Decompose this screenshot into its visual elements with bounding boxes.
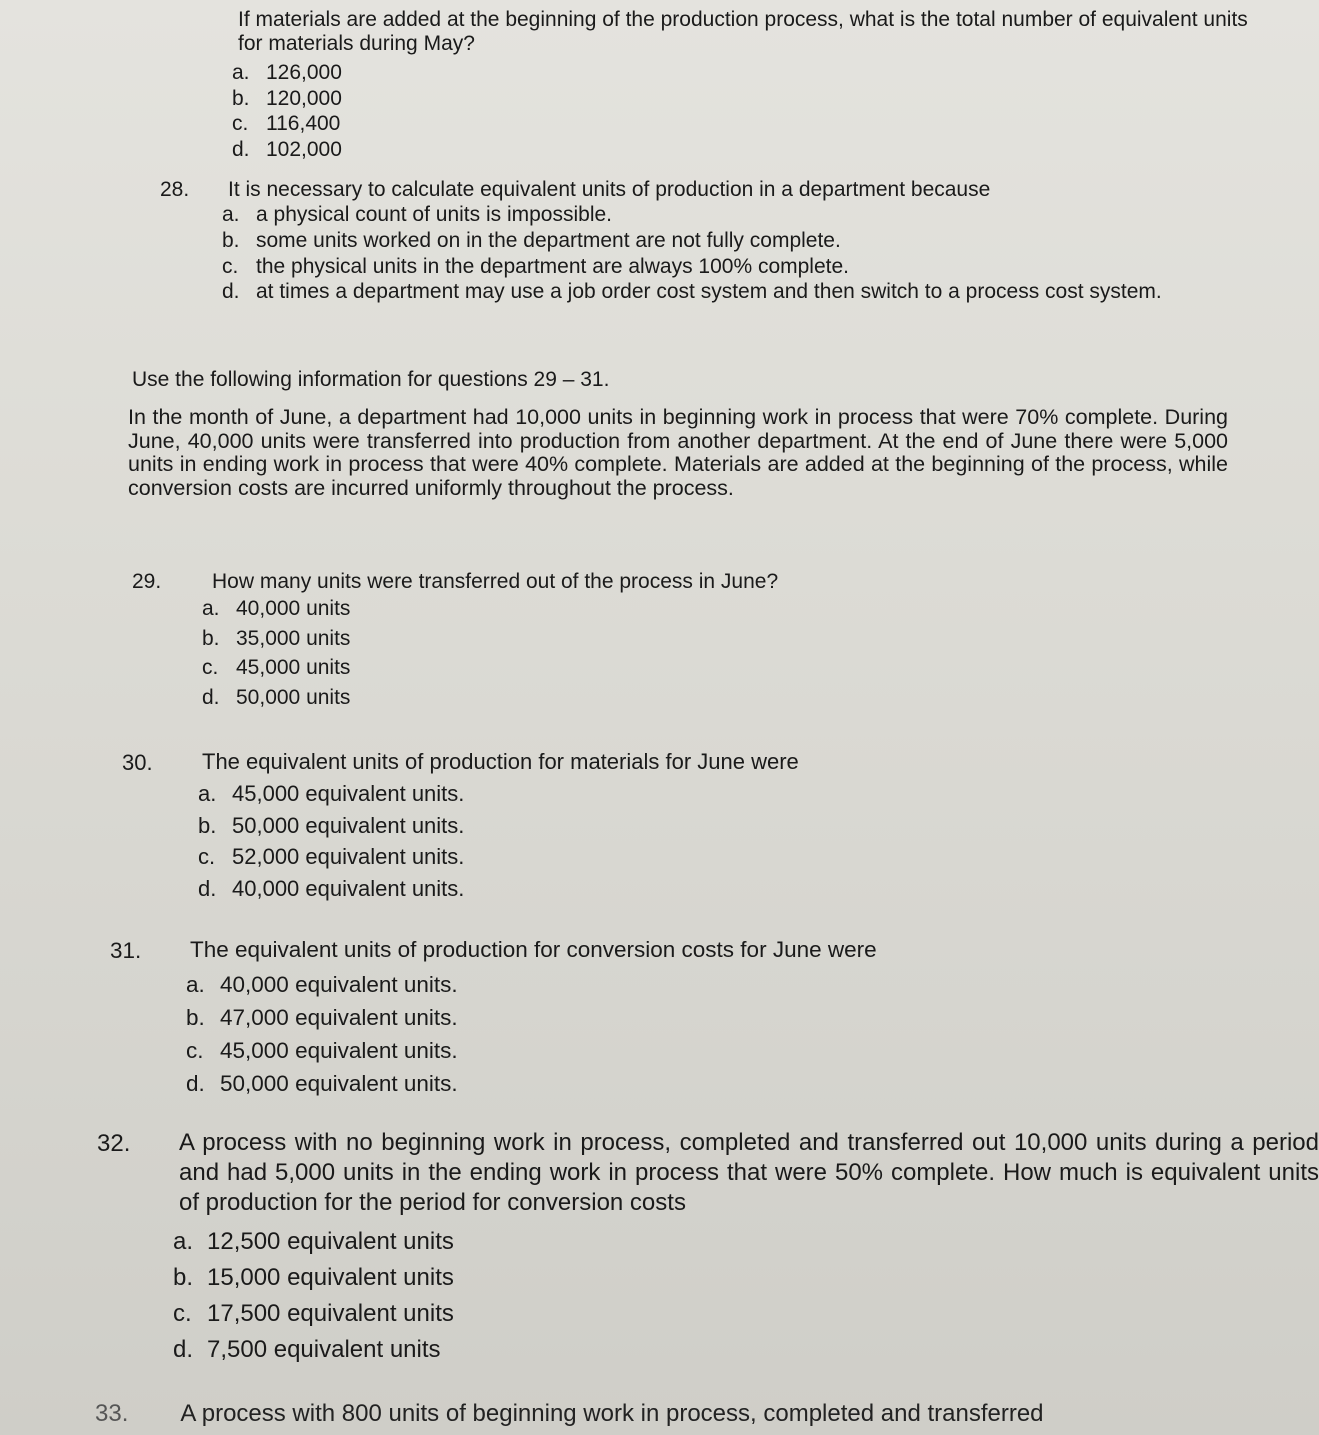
option-a: a. 40,000 units [202, 597, 351, 620]
question-text: If materials are added at the beginning of the production process, what is the total number of equivalent units for materials during May? [238, 8, 1248, 55]
question-number: 28. [160, 178, 190, 201]
option-b: b. 50,000 equivalent units. [198, 812, 465, 838]
question-32 [97, 1128, 1319, 1368]
question-text: The equivalent units of production for conversion costs for June were [190, 937, 877, 962]
info-heading: Use the following information for questions 29 – 31. [132, 368, 610, 391]
question-28 [160, 178, 1220, 304]
option-a: a. a physical count of units is impossible. [222, 203, 613, 226]
option-c: c. 17,500 equivalent units [173, 1300, 454, 1327]
question-text: It is necessary to calculate equivalent units of production in a department because [228, 178, 991, 201]
question-number: 30. [122, 750, 153, 775]
question-number: 29. [132, 570, 162, 593]
option-d: d. 102,000 [232, 137, 342, 161]
option-b: b. 15,000 equivalent units [173, 1264, 454, 1291]
question-number: 31. [110, 938, 142, 963]
question-number: 32. [97, 1130, 131, 1157]
option-b: b. 120,000 [232, 86, 342, 110]
option-b: b. 35,000 units [202, 626, 351, 650]
option-c: c. 45,000 equivalent units. [186, 1038, 458, 1063]
option-d: d. 50,000 equivalent units. [186, 1071, 458, 1096]
option-c: c. the physical units in the department are always 100% complete. [222, 255, 849, 278]
option-d: d. 50,000 units [202, 685, 351, 709]
option-c: c. 52,000 equivalent units. [198, 844, 465, 869]
option-c: c. 45,000 units [202, 656, 351, 679]
question-text: How many units were transferred out of the process in June? [212, 570, 779, 593]
option-d: d. 40,000 equivalent units. [198, 875, 465, 901]
option-a: a. 126,000 [232, 61, 342, 84]
option-d: d. at times a department may use a job order cost system and then switch to a process cost system. [222, 280, 1162, 303]
question-text: The equivalent units of production for materials for June were [202, 749, 799, 774]
option-b: b. 47,000 equivalent units. [186, 1005, 458, 1030]
option-b: b. some units worked on in the department are not fully complete. [222, 229, 841, 252]
question-text: A process with 800 units of beginning work in process, completed and transferred [180, 1400, 1044, 1427]
option-c: c. 116,400 [232, 112, 341, 135]
option-a: a. 45,000 equivalent units. [198, 781, 465, 806]
option-a: a. 40,000 equivalent units. [186, 972, 458, 997]
question-number: 33. [95, 1400, 129, 1427]
option-a: a. 12,500 equivalent units [173, 1228, 454, 1255]
question-30 [122, 750, 1122, 904]
question-29 [132, 570, 1132, 712]
info-paragraph: In the month of June, a department had 10,000 units in beginning work in process that were 70% complete. During June, 40,000 units were transferred into production from another department. At the end of June there were 5,000 units in ending work in process that were 40% complete. Materials are added at the beginning of the process, while conversion costs are incurred uniformly throughout the process. [128, 405, 1228, 500]
question-33-partial [95, 1400, 1295, 1428]
option-d: d. 7,500 equivalent units [173, 1336, 441, 1363]
question-31 [110, 938, 1130, 1100]
question-text: A process with no beginning work in process, completed and transferred out 10,000 units during a period and had 5,000 units in the ending work in process that were 50% complete. How much is equivalent units of production for the period for conversion costs [179, 1129, 1319, 1216]
question-intro [232, 8, 1248, 164]
